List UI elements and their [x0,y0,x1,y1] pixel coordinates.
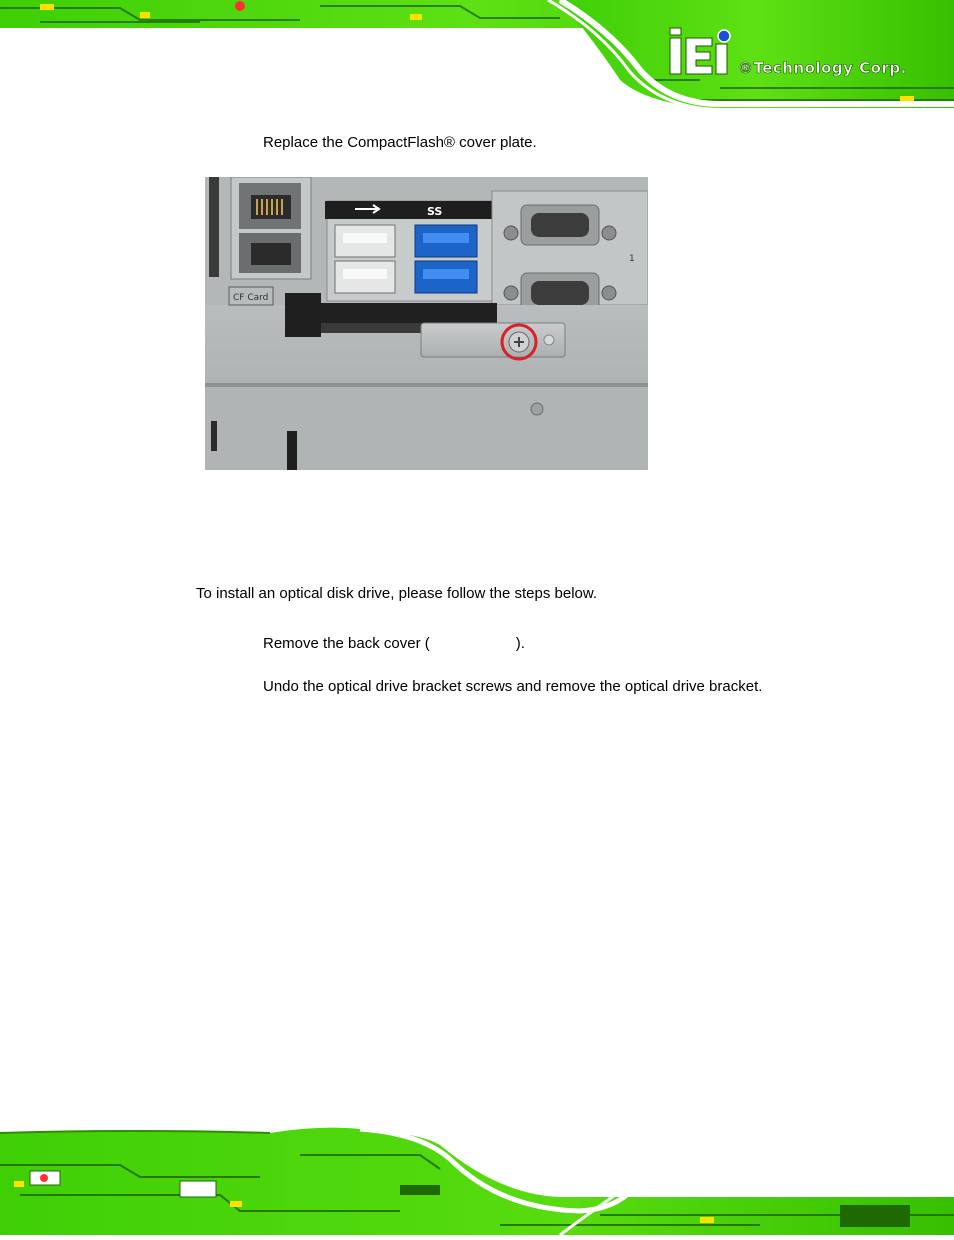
usb3-label: SS [427,205,443,218]
step-3-text: Undo the optical drive bracket screws and remove the optical drive bracket. [263,678,763,695]
step-2-text [263,635,525,653]
circuit-board-banner [0,0,954,112]
compactflash-photo [205,177,648,470]
footer-banner [0,1125,954,1235]
step-2-suffix: ). [515,635,525,652]
com1-label: 1 [629,254,635,264]
step-1-text: Replace the CompactFlash® cover plate. [263,134,537,151]
intro-text: To install an optical disk drive, please follow the steps below. [196,585,598,602]
step-2-main: Remove the back cover ( [263,635,430,652]
com-port-1 [504,205,616,245]
company-name: ®Technology Corp. [738,59,907,77]
cf-card-label: CF Card [233,293,269,303]
circuit-board-footer [0,1125,954,1235]
header-banner [0,0,954,112]
